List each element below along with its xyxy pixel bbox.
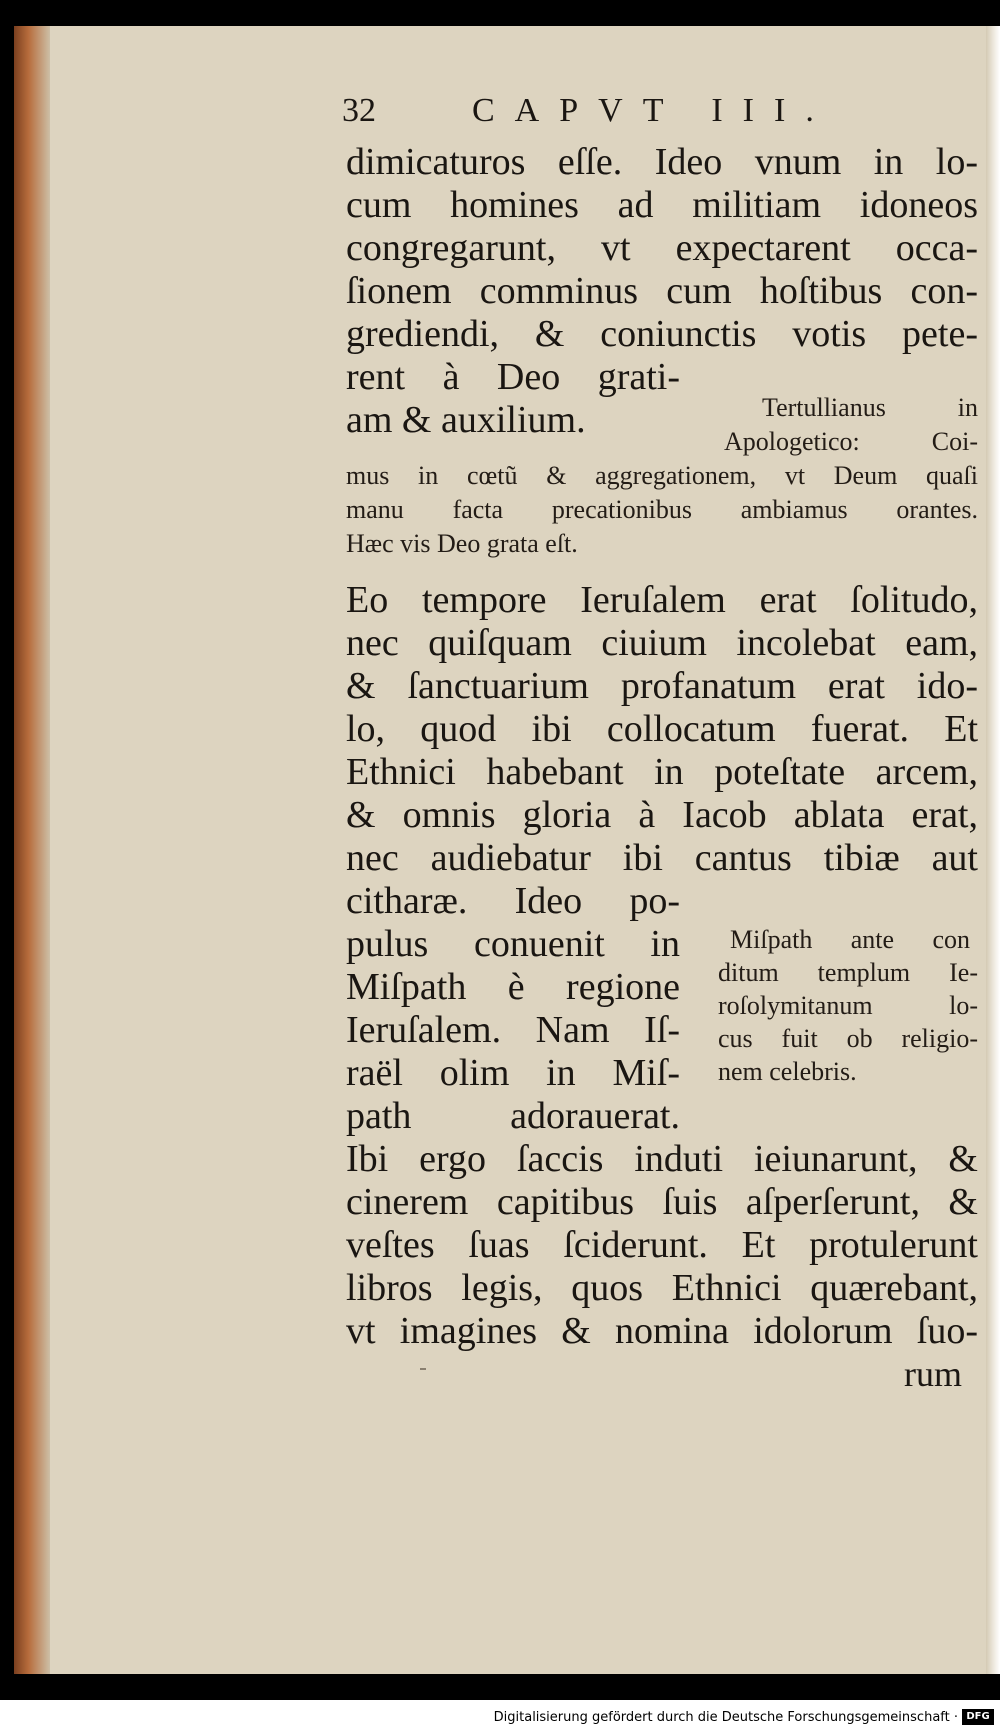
note-line: Apologetico: Coi- — [724, 427, 978, 456]
text-line: libros legis, quos Ethnici quærebant, — [346, 1267, 978, 1309]
note-line: manu facta precationibus ambiamus orantes. — [346, 495, 978, 524]
text-line: Ieruſalem. Nam Iſ- — [346, 1009, 680, 1051]
ink-mark — [420, 1368, 426, 1370]
note-line: ditum templum Ie- — [718, 958, 978, 987]
text-line: ſionem comminus cum hoſtibus con- — [346, 270, 978, 312]
note-line: mus in cœtũ & aggregationem, vt Deum quaſi — [346, 461, 978, 490]
note-line: Tertullianus in — [762, 393, 978, 422]
note-line: roſolymitanum lo- — [718, 991, 978, 1020]
text-line: vt imagines & nomina idolorum ſuo- — [346, 1310, 978, 1352]
note-line: Hæc vis Deo grata eſt. — [346, 529, 578, 558]
text-line: nec audiebatur ibi cantus tibiæ aut — [346, 837, 978, 879]
text-line: grediendi, & coniunctis votis pete- — [346, 313, 978, 355]
text-line: am & auxilium. — [346, 399, 586, 441]
dfg-logo: DFG — [962, 1709, 994, 1725]
text-line: lo, quod ibi collocatum fuerat. Et — [346, 708, 978, 750]
text-line: pulus conuenit in — [346, 923, 680, 965]
text-line: dimicaturos eſſe. Ideo vnum in lo- — [346, 141, 978, 183]
digitization-credit: Digitalisierung gefördert durch die Deutsche Forschungsgemeinschaft · — [493, 1710, 958, 1725]
text-line: rent à Deo grati- — [346, 356, 680, 398]
text-line: cum homines ad militiam idoneos — [346, 184, 978, 226]
chapter-heading: CAPVT III. — [472, 92, 834, 129]
text-line: Eo tempore Ieruſalem erat ſolitudo, — [346, 579, 978, 621]
text-line: & omnis gloria à Iacob ablata erat, — [346, 794, 978, 836]
text-line: Miſpath è regione — [346, 966, 680, 1008]
note-line: cus fuit ob religio- — [718, 1024, 978, 1053]
text-line: Ibi ergo ſaccis induti ieiunarunt, & — [346, 1138, 978, 1180]
text-line: cinerem capitibus ſuis aſperſerunt, & — [346, 1181, 978, 1223]
note-line: nem celebris. — [718, 1057, 857, 1086]
page-edge — [986, 26, 1000, 1674]
text-line: raël olim in Miſ- — [346, 1052, 680, 1094]
book-spine — [14, 26, 50, 1674]
text-line: citharæ. Ideo po- — [346, 880, 680, 922]
catchword: rum — [904, 1354, 962, 1394]
text-line: nec quiſquam ciuium incolebat eam, — [346, 622, 978, 664]
text-line: congregarunt, vt expectarent occa- — [346, 227, 978, 269]
text-line: Ethnici habebant in poteſtate arcem, — [346, 751, 978, 793]
text-line: & ſanctuarium profanatum erat ido- — [346, 665, 978, 707]
text-line: veſtes ſuas ſciderunt. Et protulerunt — [346, 1224, 978, 1266]
note-line: Miſpath ante con — [730, 925, 970, 954]
text-line: path adorauerat. — [346, 1095, 680, 1137]
page-number: 32 — [342, 92, 376, 129]
